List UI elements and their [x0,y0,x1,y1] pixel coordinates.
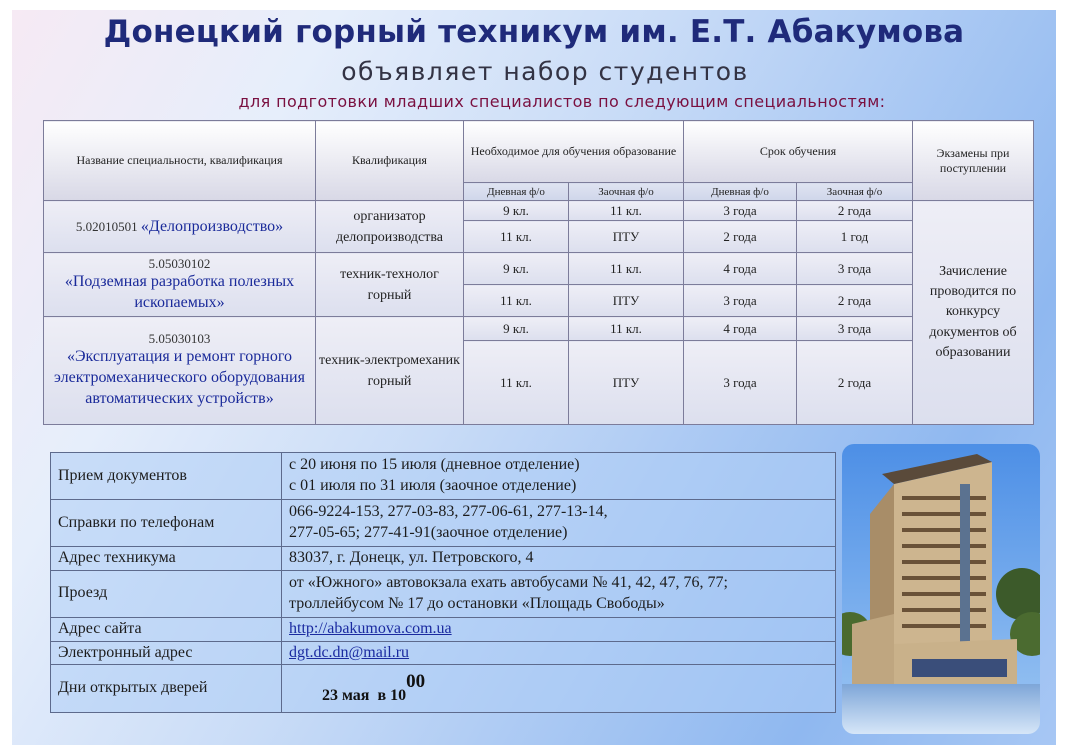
table-cell: 4 года [684,317,797,341]
docs-value [282,453,836,500]
specialty-code: 5.05030102 [148,255,211,271]
info-table [50,452,836,713]
site-link[interactable]: http://abakumova.com.ua [289,619,452,637]
table-cell: 11 кл. [464,285,569,317]
header-education: Необходимое для обучения образование [464,121,684,183]
table-cell: 9 кл. [464,317,569,341]
openday-time: в 10 [377,687,407,705]
subheader-dur-day: Дневная ф/о [684,183,797,201]
email-cell [282,641,836,665]
table-cell: 3 года [684,201,797,221]
specialty-2 [44,253,316,317]
address-value: 83037, г. Донецк, ул. Петровского, 4 [282,547,836,571]
table-cell: ПТУ [569,221,684,253]
route-label: Проезд [51,570,282,617]
table-cell: ПТУ [569,341,684,425]
specialties-table [43,120,1034,425]
route-line-1: от «Южного» автовокзала ехать автобусами № 41, 42, 47, 76, 77; [289,574,728,591]
docs-line-1: с 20 июня по 15 июля (дневное отделение) [289,456,580,474]
specialty-name: «Подземная разработка полезных ископаемых» [64,272,295,311]
openday-minutes: 00 [406,671,426,693]
docs-line-2: с 01 июля по 31 июля (заочное отделение) [289,477,577,494]
table-cell: 11 кл. [569,253,684,285]
qualification-cell: техник-электромеханик горный [316,317,464,425]
table-cell: 4 года [684,253,797,285]
header-duration: Срок обучения [684,121,913,183]
phones-label: Справки по телефонам [51,500,282,547]
header-exams: Экзамены при поступлении [913,121,1034,201]
table-cell: 3 года [684,285,797,317]
table-cell: 2 года [797,285,913,317]
table-cell: 2 года [684,221,797,253]
specialty-1 [44,201,316,253]
specialty-code: 5.05030103 [148,331,211,347]
qualification-cell: техник-технолог горный [316,253,464,317]
table-cell: 11 кл. [569,317,684,341]
table-cell: 11 кл. [464,341,569,425]
site-cell [282,617,836,641]
building-photo [842,444,1040,734]
openday-value [282,665,836,713]
table-cell: 3 года [684,341,797,425]
exams-cell: Зачисление проводится по конкурсу документов об образовании [913,201,1034,425]
subheader-edu-day: Дневная ф/о [464,183,569,201]
table-cell: 2 года [797,341,913,425]
route-value [282,570,836,617]
address-label: Адрес техникума [51,547,282,571]
docs-label: Прием документов [51,453,282,500]
phones-value [282,500,836,547]
table-cell: 3 года [797,317,913,341]
qualification-cell: организатор делопроизводства [316,201,464,253]
table-cell: 1 год [797,221,913,253]
table-cell: ПТУ [569,285,684,317]
table-cell: 11 кл. [569,201,684,221]
subheader-edu-ext: Заочная ф/о [569,183,684,201]
header-qualification: Квалификация [316,121,464,201]
route-line-2: троллейбусом № 17 до остановки «Площадь Свободы» [289,594,665,612]
openday-label: Дни открытых дверей [51,665,282,713]
email-label: Электронный адрес [51,641,282,665]
page-subtitle: объявляет набор студентов [341,57,749,86]
table-cell: 9 кл. [464,201,569,221]
specialty-name: «Делопроизводство» [140,217,284,235]
table-cell: 2 года [797,201,913,221]
table-cell: 3 года [797,253,913,285]
subheader-dur-ext: Заочная ф/о [797,183,913,201]
header-name: Название специальности, квалификация [44,121,316,201]
specialty-code: 5.02010501 [75,218,138,234]
site-label: Адрес сайта [51,617,282,641]
table-cell: 11 кл. [464,221,569,253]
phones-line-1: 066-9224-153, 277-03-83, 277-06-61, 277-13-14, [289,503,608,521]
phones-line-2: 277-05-65; 277-41-91(заочное отделение) [289,524,568,541]
specialty-name: «Эксплуатация и ремонт горного электромеханического оборудования автоматических устройств» [54,348,305,407]
table-cell: 9 кл. [464,253,569,285]
openday-date: 23 мая [322,687,370,705]
page-title: Донецкий горный техникум им. Е.Т. Абакумова [103,14,965,50]
email-link[interactable]: dgt.dc.dn@mail.ru [289,643,410,661]
specialty-3 [44,317,316,425]
building-illustration [842,444,1040,734]
poster [12,10,1056,745]
page-subline: для подготовки младших специалистов по следующим специальностям: [238,92,886,111]
